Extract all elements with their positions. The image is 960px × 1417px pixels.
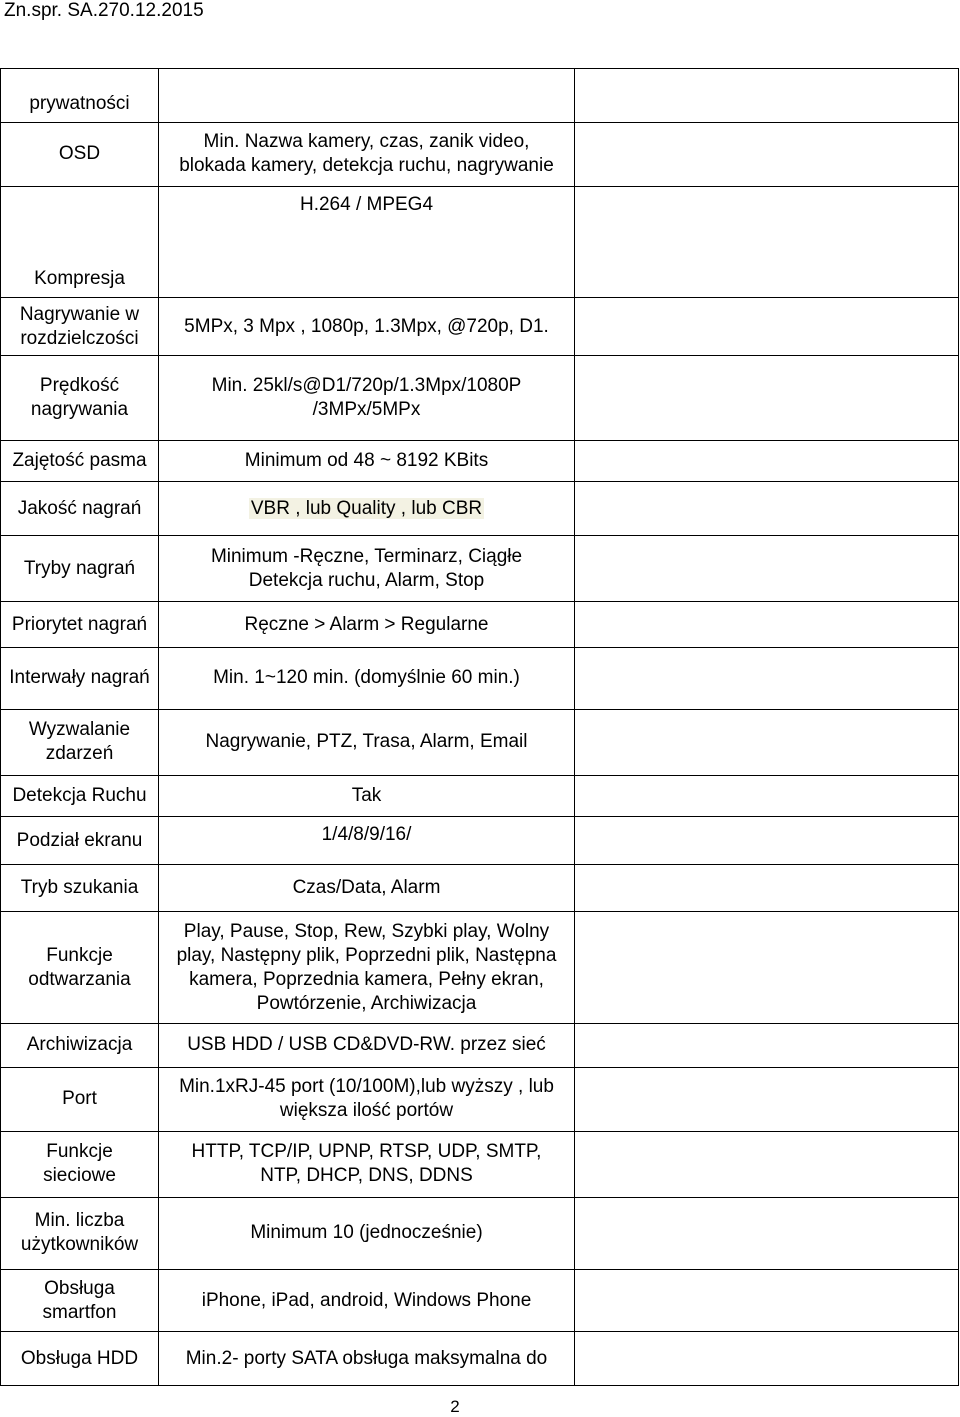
spec-label: zdarzeń <box>45 743 114 765</box>
spec-label-cell <box>1 69 159 123</box>
spec-value-cell <box>159 69 575 123</box>
spec-value-cell <box>159 602 575 647</box>
spec-value-cell <box>159 1197 575 1269</box>
spec-label: Jakość nagrań <box>17 497 142 519</box>
spec-compliance-cell <box>575 1024 959 1067</box>
spec-compliance-cell <box>575 1131 959 1197</box>
spec-label-cell <box>1 356 159 441</box>
spec-table <box>0 68 959 1386</box>
spec-value: Minimum 10 (jednocześnie) <box>250 1222 483 1244</box>
spec-label: Obsługa HDD <box>20 1347 139 1369</box>
spec-row <box>1 1024 959 1067</box>
spec-row <box>1 356 959 441</box>
spec-label-cell <box>1 776 159 817</box>
spec-row <box>1 122 959 186</box>
spec-label-cell <box>1 647 159 709</box>
spec-label: Tryby nagrań <box>23 557 136 579</box>
spec-value-highlight: VBR , lub Quality , lub CBR <box>250 497 483 519</box>
spec-value-cell <box>159 122 575 186</box>
spec-compliance-cell <box>575 122 959 186</box>
spec-label: Funkcje <box>46 1141 113 1163</box>
spec-label: Funkcje <box>46 944 113 966</box>
spec-label: sieciowe <box>43 1165 116 1187</box>
spec-label: Obsługa <box>44 1277 115 1299</box>
spec-value-cell <box>159 709 575 775</box>
spec-value: Min.1xRJ-45 port (10/100M),lub wyższy , lub <box>179 1076 554 1098</box>
spec-row <box>1 864 959 912</box>
spec-label-cell <box>1 1131 159 1197</box>
spec-label: użytkowników <box>20 1234 139 1256</box>
spec-label: Priorytet nagrań <box>11 613 148 635</box>
spec-label: odtwarzania <box>28 968 131 990</box>
spec-label-cell <box>1 482 159 536</box>
spec-row <box>1 1332 959 1386</box>
spec-label: Wyzwalanie <box>28 719 131 741</box>
spec-row <box>1 602 959 647</box>
spec-value <box>161 497 572 521</box>
spec-value: Tak <box>351 785 382 807</box>
spec-value-cell <box>159 356 575 441</box>
spec-label: Detekcja Ruchu <box>12 785 147 807</box>
document-reference: Zn.spr. SA.270.12.2015 <box>4 0 204 21</box>
spec-label: Kompresja <box>34 268 125 290</box>
spec-label: Min. liczba <box>34 1210 125 1232</box>
spec-value: 1/4/8/9/16/ <box>321 824 412 846</box>
spec-label: Prędkość <box>39 375 120 397</box>
spec-compliance-cell <box>575 864 959 912</box>
spec-row <box>1 776 959 817</box>
spec-label-cell <box>1 1270 159 1332</box>
spec-compliance-cell <box>575 536 959 602</box>
spec-label: Interwały nagrań <box>9 667 150 689</box>
spec-label: prywatności <box>29 92 130 114</box>
spec-value: play, Następny plik, Poprzedni plik, Następna <box>176 944 557 966</box>
spec-label-cell <box>1 1067 159 1131</box>
spec-value-cell <box>159 864 575 912</box>
spec-value: NTP, DHCP, DNS, DDNS <box>260 1165 473 1187</box>
spec-value-cell <box>159 186 575 298</box>
spec-label: Archiwizacja <box>26 1034 133 1056</box>
spec-value: USB HDD / USB CD&DVD-RW. przez sieć <box>187 1034 546 1056</box>
spec-label-cell <box>1 602 159 647</box>
spec-label-cell <box>1 709 159 775</box>
spec-value-cell <box>159 1270 575 1332</box>
spec-compliance-cell <box>575 776 959 817</box>
spec-value: większa ilość portów <box>279 1100 454 1122</box>
spec-value-cell <box>159 912 575 1024</box>
spec-label: Nagrywanie w <box>19 303 140 325</box>
spec-row <box>1 69 959 123</box>
spec-label-cell <box>1 441 159 482</box>
spec-label: Port <box>62 1088 97 1110</box>
spec-compliance-cell <box>575 1197 959 1269</box>
spec-value: Min. Nazwa kamery, czas, zanik video, <box>203 131 530 153</box>
spec-compliance-cell <box>575 69 959 123</box>
spec-compliance-cell <box>575 482 959 536</box>
spec-row <box>1 647 959 709</box>
spec-value-cell <box>159 1131 575 1197</box>
spec-value-cell <box>159 441 575 482</box>
spec-value-cell <box>159 647 575 709</box>
spec-label: OSD <box>58 143 101 165</box>
spec-compliance-cell <box>575 1270 959 1332</box>
spec-compliance-cell <box>575 647 959 709</box>
spec-value: Detekcja ruchu, Alarm, Stop <box>248 569 485 591</box>
spec-row <box>1 536 959 602</box>
spec-row <box>1 441 959 482</box>
page-number: 2 <box>450 1397 460 1416</box>
spec-value: Ręczne > Alarm > Regularne <box>244 613 489 635</box>
spec-row <box>1 1067 959 1131</box>
spec-label-cell <box>1 1024 159 1067</box>
spec-value: HTTP, TCP/IP, UPNP, RTSP, UDP, SMTP, <box>191 1141 542 1163</box>
spec-compliance-cell <box>575 1332 959 1386</box>
spec-compliance-cell <box>575 912 959 1024</box>
spec-row <box>1 482 959 536</box>
spec-row <box>1 1270 959 1332</box>
spec-value: H.264 / MPEG4 <box>299 193 434 215</box>
spec-compliance-cell <box>575 441 959 482</box>
spec-value: Play, Pause, Stop, Rew, Szybki play, Wolny <box>183 920 550 942</box>
spec-label: smartfon <box>42 1301 117 1323</box>
spec-value: Minimum -Ręczne, Terminarz, Ciągłe <box>210 545 523 567</box>
spec-row <box>1 1197 959 1269</box>
spec-value: Min. 25kl/s@D1/720p/1.3Mpx/1080P <box>211 375 522 397</box>
spec-label: nagrywania <box>30 399 129 421</box>
spec-value: 5MPx, 3 Mpx , 1080p, 1.3Mpx, @720p, D1. <box>184 315 549 337</box>
spec-label-cell <box>1 817 159 865</box>
spec-compliance-cell <box>575 356 959 441</box>
spec-compliance-cell <box>575 1067 959 1131</box>
spec-label-cell <box>1 912 159 1024</box>
spec-label: Zajętość pasma <box>12 450 147 472</box>
spec-compliance-cell <box>575 709 959 775</box>
spec-compliance-cell <box>575 186 959 298</box>
spec-label: Tryb szukania <box>20 877 139 899</box>
spec-label-cell <box>1 186 159 298</box>
spec-value-cell <box>159 536 575 602</box>
spec-compliance-cell <box>575 817 959 865</box>
spec-label-cell <box>1 536 159 602</box>
spec-value: Min. 1~120 min. (domyślnie 60 min.) <box>213 667 520 689</box>
spec-value: iPhone, iPad, android, Windows Phone <box>201 1289 532 1311</box>
spec-compliance-cell <box>575 602 959 647</box>
spec-value-cell <box>159 482 575 536</box>
spec-value: blokada kamery, detekcja ruchu, nagrywanie <box>179 155 554 177</box>
spec-row <box>1 912 959 1024</box>
spec-value: /3MPx/5MPx <box>312 399 421 421</box>
spec-row <box>1 817 959 865</box>
spec-value: Min.2- porty SATA obsługa maksymalna do <box>185 1347 548 1369</box>
spec-value-cell <box>159 1332 575 1386</box>
spec-value-cell <box>159 817 575 865</box>
spec-value: Czas/Data, Alarm <box>292 877 441 899</box>
spec-value: kamera, Poprzednia kamera, Pełny ekran, <box>189 968 544 990</box>
spec-value: Powtórzenie, Archiwizacja <box>256 992 477 1014</box>
spec-value: Minimum od 48 ~ 8192 KBits <box>244 450 489 472</box>
spec-label: rozdzielczości <box>20 327 139 349</box>
spec-label-cell <box>1 122 159 186</box>
spec-label-cell <box>1 1332 159 1386</box>
spec-compliance-cell <box>575 298 959 356</box>
spec-label-cell <box>1 1197 159 1269</box>
spec-value-cell <box>159 776 575 817</box>
spec-row <box>1 186 959 298</box>
spec-label-cell <box>1 298 159 356</box>
spec-row <box>1 298 959 356</box>
spec-label-cell <box>1 864 159 912</box>
spec-value-cell <box>159 1024 575 1067</box>
spec-value: Nagrywanie, PTZ, Trasa, Alarm, Email <box>205 731 528 753</box>
spec-value-cell <box>159 298 575 356</box>
spec-value-cell <box>159 1067 575 1131</box>
spec-row <box>1 709 959 775</box>
spec-label: Podział ekranu <box>16 829 143 851</box>
spec-row <box>1 1131 959 1197</box>
